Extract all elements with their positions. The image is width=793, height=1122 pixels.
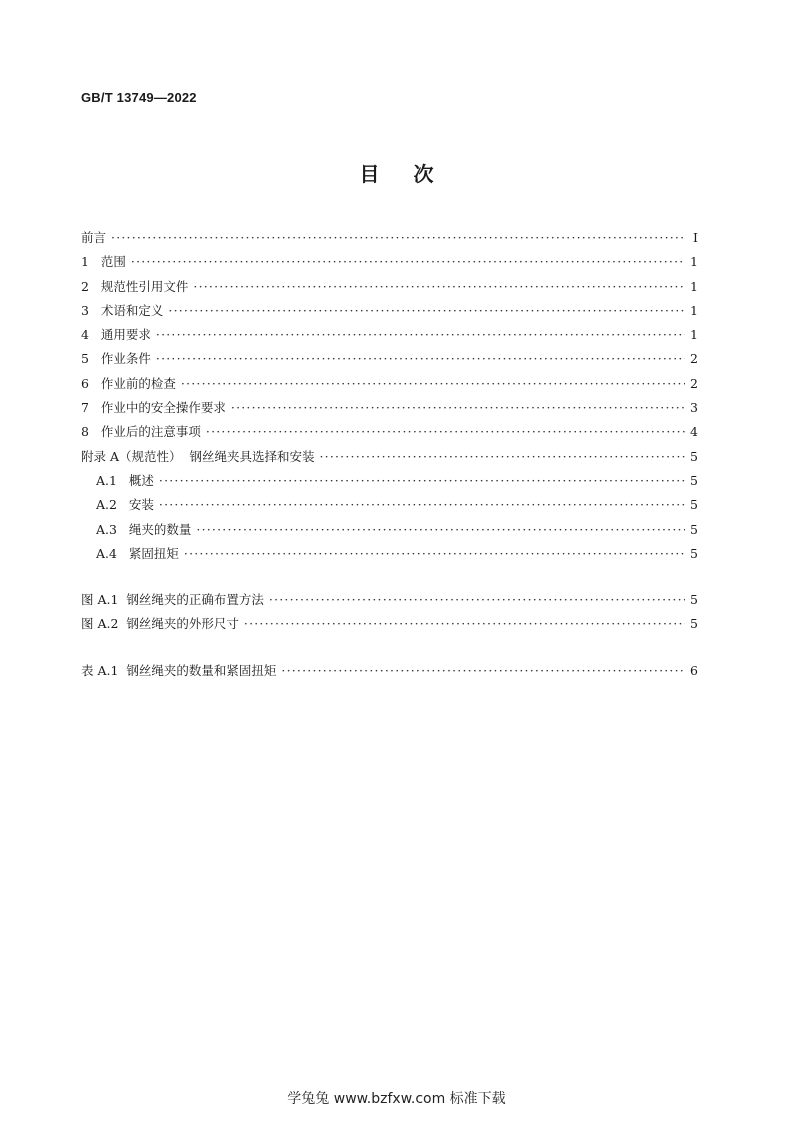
toc-entry-a4[interactable] (81, 542, 698, 566)
toc-entry-number: 5 (81, 351, 89, 367)
toc-title-char-2: 次 (413, 162, 434, 186)
toc-entry-a2[interactable] (81, 493, 698, 517)
toc-entry-page: 5 (690, 521, 698, 537)
toc-entry-page: 5 (690, 472, 698, 488)
toc-entry-number: A.2 (96, 497, 117, 513)
toc-figure-number: 图 A.1 (81, 592, 119, 608)
toc-entry-label: 作业后的注意事项 (100, 424, 201, 440)
toc-leader (159, 469, 685, 493)
toc-entry-page: 5 (690, 448, 698, 464)
toc-entry-label: 术语和定义 (100, 302, 164, 318)
toc-figure-page: 5 (690, 616, 698, 632)
toc-entry-page: 2 (690, 351, 698, 367)
toc-entry-label: 范围 (100, 254, 126, 270)
toc-entry-label: 通用要求 (100, 327, 151, 343)
toc-entry-a1[interactable] (81, 469, 698, 493)
toc-table-number: 表 A.1 (81, 662, 119, 678)
toc-entry-number: 8 (81, 424, 89, 440)
footer-watermark-text: 学兔兔 www.bzfxw.com 标准下载 (287, 1091, 506, 1107)
toc-entry-label: 作业条件 (100, 351, 151, 367)
toc-entry-label: 前言 (81, 230, 107, 245)
toc-entry-number: 附录 A（规范性） (81, 448, 182, 464)
toc-entry-page: 1 (690, 254, 698, 270)
toc-leader (184, 542, 685, 566)
toc-entry-work-conditions[interactable] (81, 347, 698, 371)
toc-title-char-1: 目 (359, 162, 380, 186)
toc-leader (131, 250, 685, 274)
toc-entry-label: 绳夹的数量 (128, 521, 192, 537)
toc-entry-label: 规范性引用文件 (100, 278, 189, 294)
toc-entry-label: 安装 (128, 497, 154, 513)
toc-entry-number: 7 (81, 400, 89, 416)
toc-table-label: 钢丝绳夹的数量和紧固扭矩 (126, 662, 277, 678)
toc-entry-general-requirements[interactable] (81, 323, 698, 347)
toc-entry-page: 1 (690, 302, 698, 318)
toc-entry-label: 钢丝绳夹具选择和安装 (189, 448, 315, 464)
toc-entry-number: 3 (81, 302, 89, 318)
toc-leader (206, 420, 685, 444)
toc-entry-label: 作业中的安全操作要求 (100, 400, 226, 416)
toc-entry-page: 5 (690, 497, 698, 513)
toc-entry-page: 5 (690, 545, 698, 561)
toc-leader (319, 445, 685, 469)
toc-leader (269, 588, 685, 612)
toc-leader (168, 299, 685, 323)
toc-entry-page: 2 (690, 375, 698, 391)
toc-entry-a3[interactable] (81, 518, 698, 542)
toc-entry-terms[interactable] (81, 299, 698, 323)
toc-leader (244, 612, 685, 636)
toc-figure-label: 钢丝绳夹的外形尺寸 (126, 616, 239, 632)
toc-entry-safety-operation[interactable] (81, 396, 698, 420)
toc-entry-page: 4 (690, 424, 698, 440)
toc-figure-label: 钢丝绳夹的正确布置方法 (126, 592, 264, 608)
toc-leader (181, 372, 685, 396)
toc-entry-number: 4 (81, 327, 89, 343)
toc-entry-foreword[interactable] (81, 226, 698, 250)
toc-entry-label: 紧固扭矩 (128, 545, 179, 561)
toc-entry-page: Ⅰ (693, 230, 698, 245)
toc-leader (231, 396, 685, 420)
toc-leader (156, 347, 685, 371)
toc-figure-number: 图 A.2 (81, 616, 119, 632)
toc-entry-number: 2 (81, 278, 89, 294)
toc-entry-number: 6 (81, 375, 89, 391)
toc-entry-pre-inspection[interactable] (81, 372, 698, 396)
toc-entry-post-work[interactable] (81, 420, 698, 444)
toc-title (0, 158, 793, 187)
toc-entry-number: A.4 (96, 545, 117, 561)
toc-leader (281, 659, 685, 683)
toc-entry-normative-references[interactable] (81, 275, 698, 299)
table-of-contents (81, 226, 698, 683)
toc-figure-a2[interactable] (81, 612, 698, 636)
standard-code: GB/T 13749—2022 (81, 90, 197, 105)
toc-entry-scope[interactable] (81, 250, 698, 274)
toc-entry-label: 概述 (128, 472, 154, 488)
toc-leader (156, 323, 685, 347)
toc-leader (196, 518, 685, 542)
toc-figure-page: 5 (690, 592, 698, 608)
toc-entry-number: A.1 (96, 472, 117, 488)
toc-leader (111, 226, 685, 250)
toc-entry-page: 1 (690, 327, 698, 343)
toc-entry-page: 1 (690, 278, 698, 294)
toc-figure-a1[interactable] (81, 588, 698, 612)
toc-entry-annex-a[interactable] (81, 445, 698, 469)
toc-entry-number: A.3 (96, 521, 117, 537)
toc-table-a1[interactable] (81, 659, 698, 683)
toc-entry-page: 3 (690, 400, 698, 416)
toc-entry-number: 1 (81, 254, 89, 270)
toc-leader (193, 275, 685, 299)
toc-leader (159, 493, 685, 517)
toc-table-page: 6 (690, 662, 698, 678)
toc-entry-label: 作业前的检查 (100, 375, 176, 391)
